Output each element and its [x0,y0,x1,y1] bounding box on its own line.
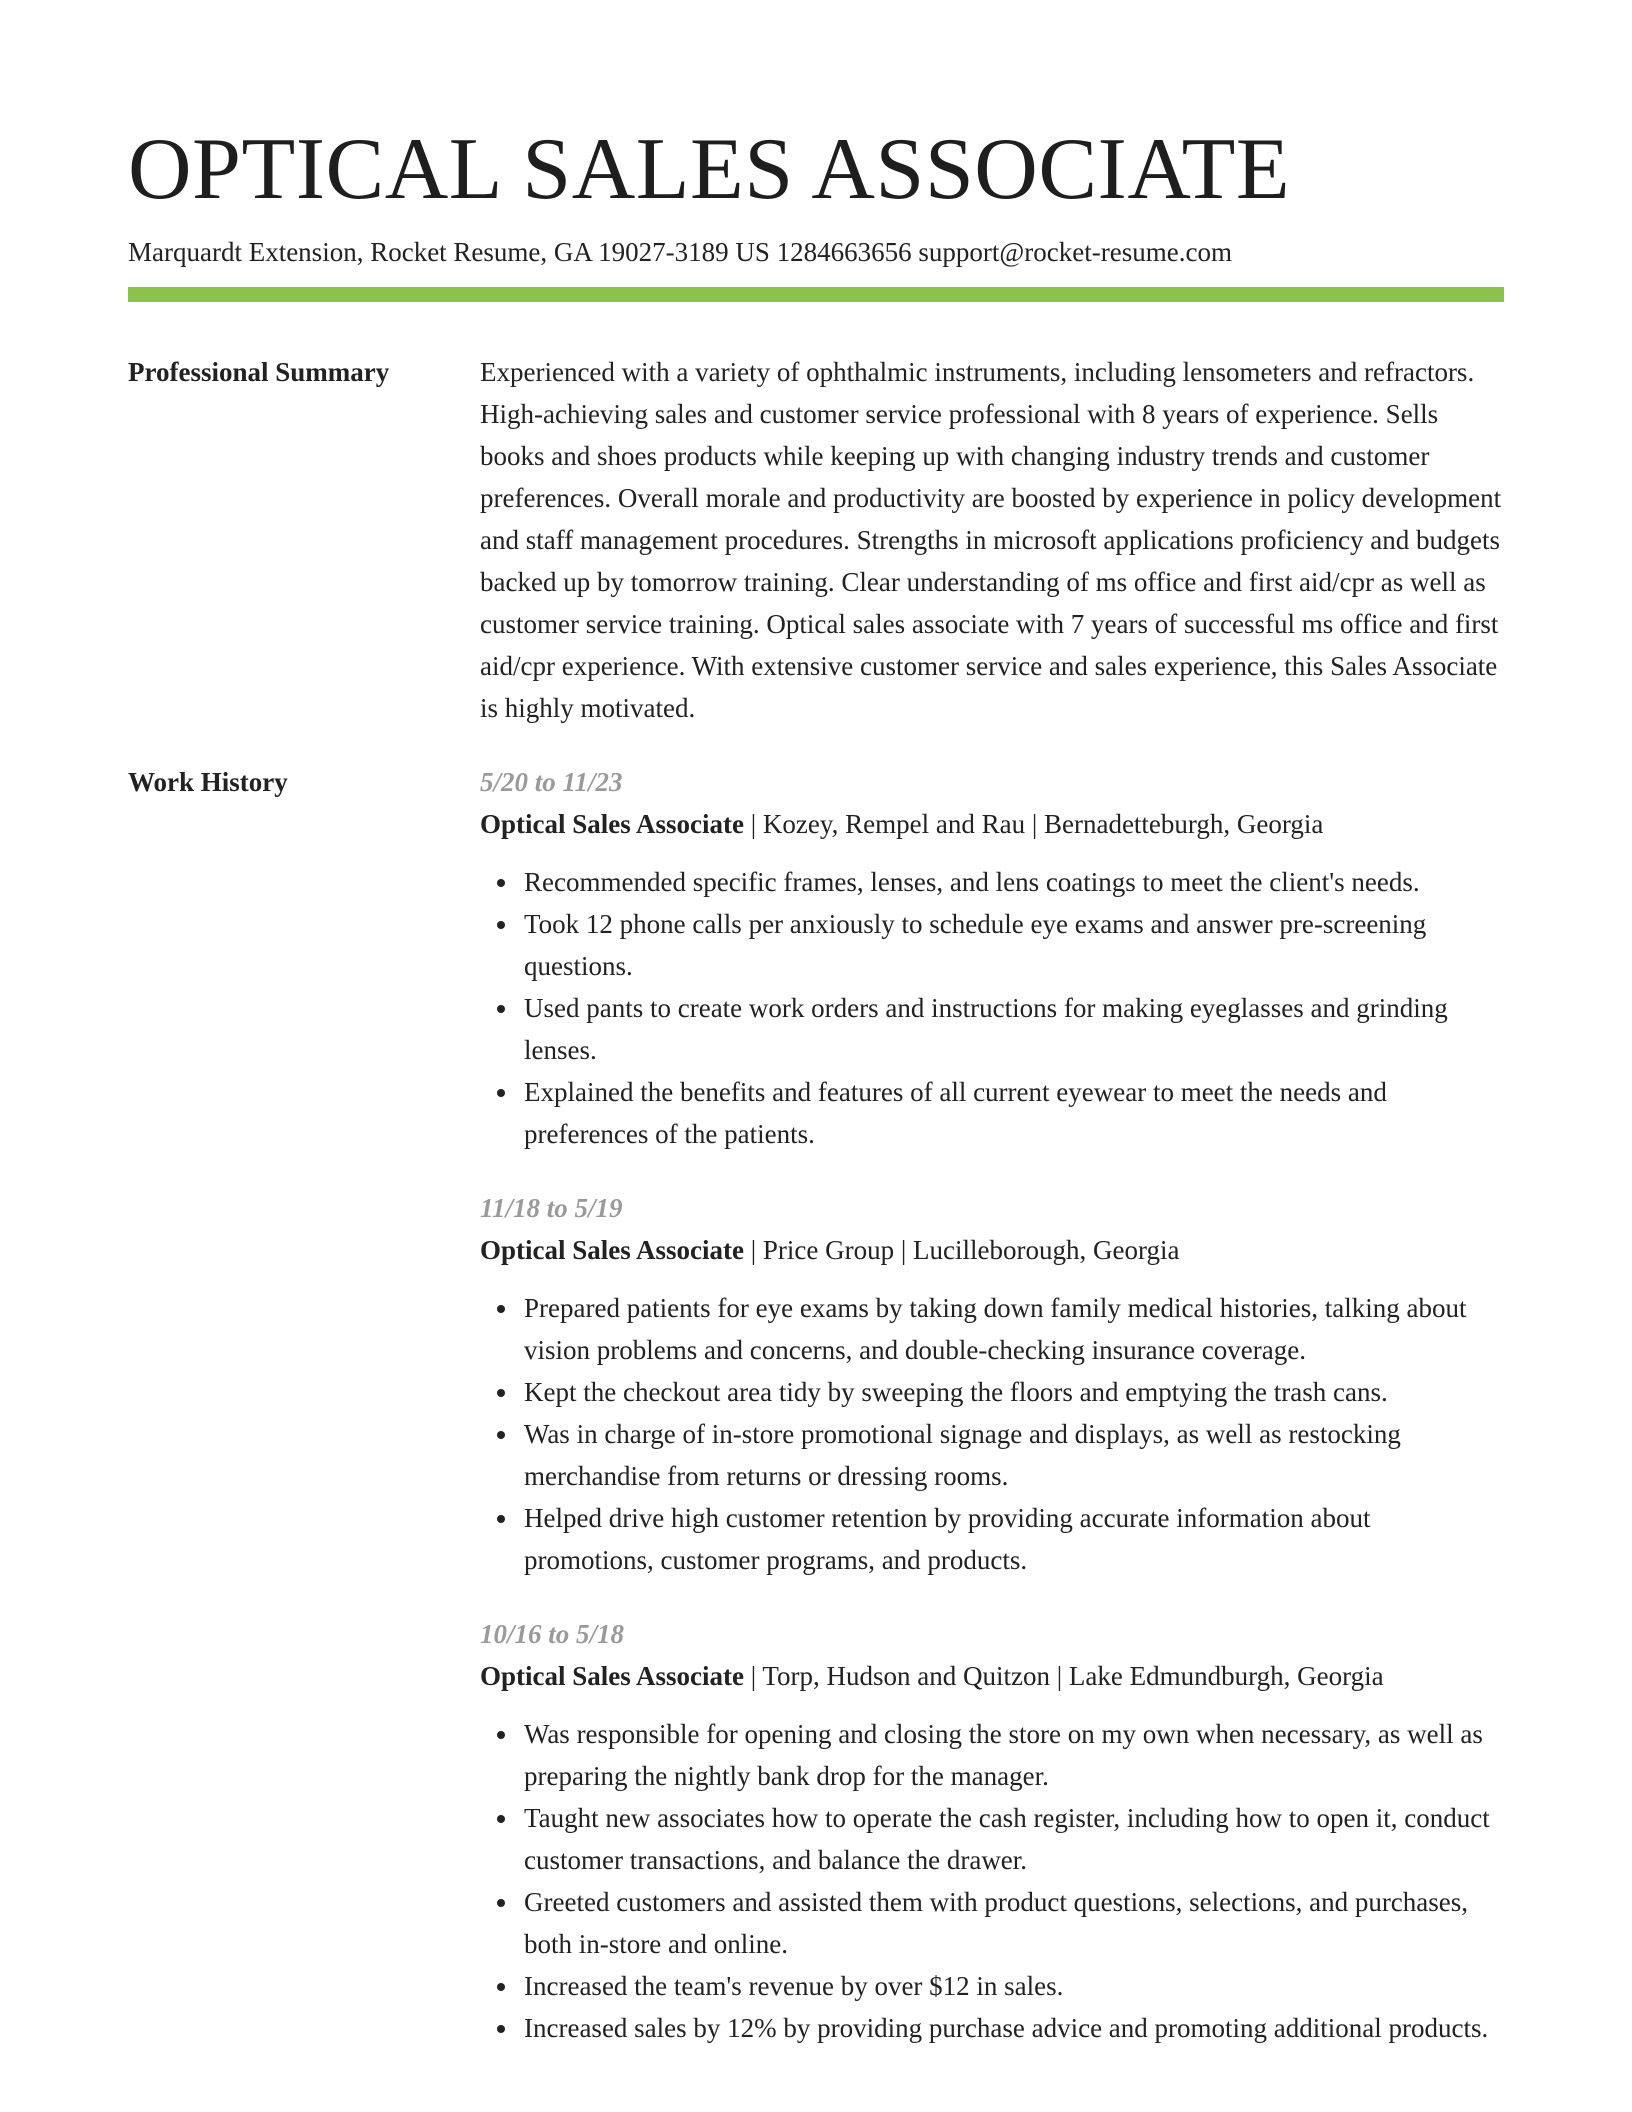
work-history-section [128,761,1504,2081]
job-dates: 11/18 to 5/19 [480,1193,623,1223]
work-history-body [480,761,1504,2081]
job-details: | Torp, Hudson and Quitzon | Lake Edmundburgh, Georgia [744,1661,1384,1691]
contact-line: Marquardt Extension, Rocket Resume, GA 19027-3189 US 1284663656 support@rocket-resume.com [128,237,1232,267]
job-bullet: Took 12 phone calls per anxiously to schedule eye exams and answer pre-screening questions. [524,903,1504,987]
job-details: | Price Group | Lucilleborough, Georgia [744,1235,1180,1265]
job-bullet: Greeted customers and assisted them with product questions, selections, and purchases, both in-store and online. [524,1881,1504,1965]
job-dates: 5/20 to 11/23 [480,767,623,797]
job-entry [480,1613,1504,2049]
job-title-line [480,1229,1504,1271]
resume-page [128,118,1504,2081]
summary-body [480,351,1504,729]
job-bullet: Prepared patients for eye exams by taking down family medical histories, talking about vision problems and concerns, and double-checking insurance coverage. [524,1287,1504,1371]
job-bullet: Increased the team's revenue by over $12 in sales. [524,1965,1504,2007]
section-label-work: Work History [128,767,288,797]
job-bullet: Taught new associates how to operate the cash register, including how to open it, conduct customer transactions, and balance the drawer. [524,1797,1504,1881]
summary-text: Experienced with a variety of ophthalmic instruments, including lensometers and refractors. High-achieving sales and customer service professional with 8 years of experience. Sells books and shoes products while keeping up with changing industry trends and customer preferences. Overall morale and productivity are boosted by experience in policy development and staff management procedures. Strengths in microsoft applications proficiency and budgets backed up by tomorrow training. Clear understanding of ms office and first aid/cpr as well as customer service training. Optical sales associate with 7 years of successful ms office and first aid/cpr experience. With extensive customer service and sales experience, this Sales Associate is highly motivated. [480,357,1502,723]
job-title-line [480,1655,1504,1697]
job-title: Optical Sales Associate [480,809,744,839]
job-title: Optical Sales Associate [480,1235,744,1265]
job-bullets [480,861,1504,1155]
job-title-line [480,803,1504,845]
resume-name: OPTICAL SALES ASSOCIATE [128,121,1291,218]
job-entry [480,1187,1504,1581]
job-entry [480,761,1504,1155]
job-bullet: Increased sales by 12% by providing purchase advice and promoting additional products. [524,2007,1504,2049]
job-bullets [480,1713,1504,2049]
job-bullet: Was responsible for opening and closing the store on my own when necessary, as well as preparing the nightly bank drop for the manager. [524,1713,1504,1797]
header-divider [128,287,1504,302]
job-bullet: Helped drive high customer retention by providing accurate information about promotions, customer programs, and products. [524,1497,1504,1581]
job-bullet: Explained the benefits and features of all current eyewear to meet the needs and preferences of the patients. [524,1071,1504,1155]
job-dates: 10/16 to 5/18 [480,1619,625,1649]
professional-summary-section [128,351,1504,729]
job-bullet: Kept the checkout area tidy by sweeping the floors and emptying the trash cans. [524,1371,1504,1413]
job-bullet: Recommended specific frames, lenses, and lens coatings to meet the client's needs. [524,861,1504,903]
job-title: Optical Sales Associate [480,1661,744,1691]
job-bullet: Used pants to create work orders and instructions for making eyeglasses and grinding lenses. [524,987,1504,1071]
job-bullets [480,1287,1504,1581]
section-label-summary: Professional Summary [128,357,390,387]
job-details: | Kozey, Rempel and Rau | Bernadetteburgh, Georgia [744,809,1324,839]
job-bullet: Was in charge of in-store promotional signage and displays, as well as restocking merchandise from returns or dressing rooms. [524,1413,1504,1497]
